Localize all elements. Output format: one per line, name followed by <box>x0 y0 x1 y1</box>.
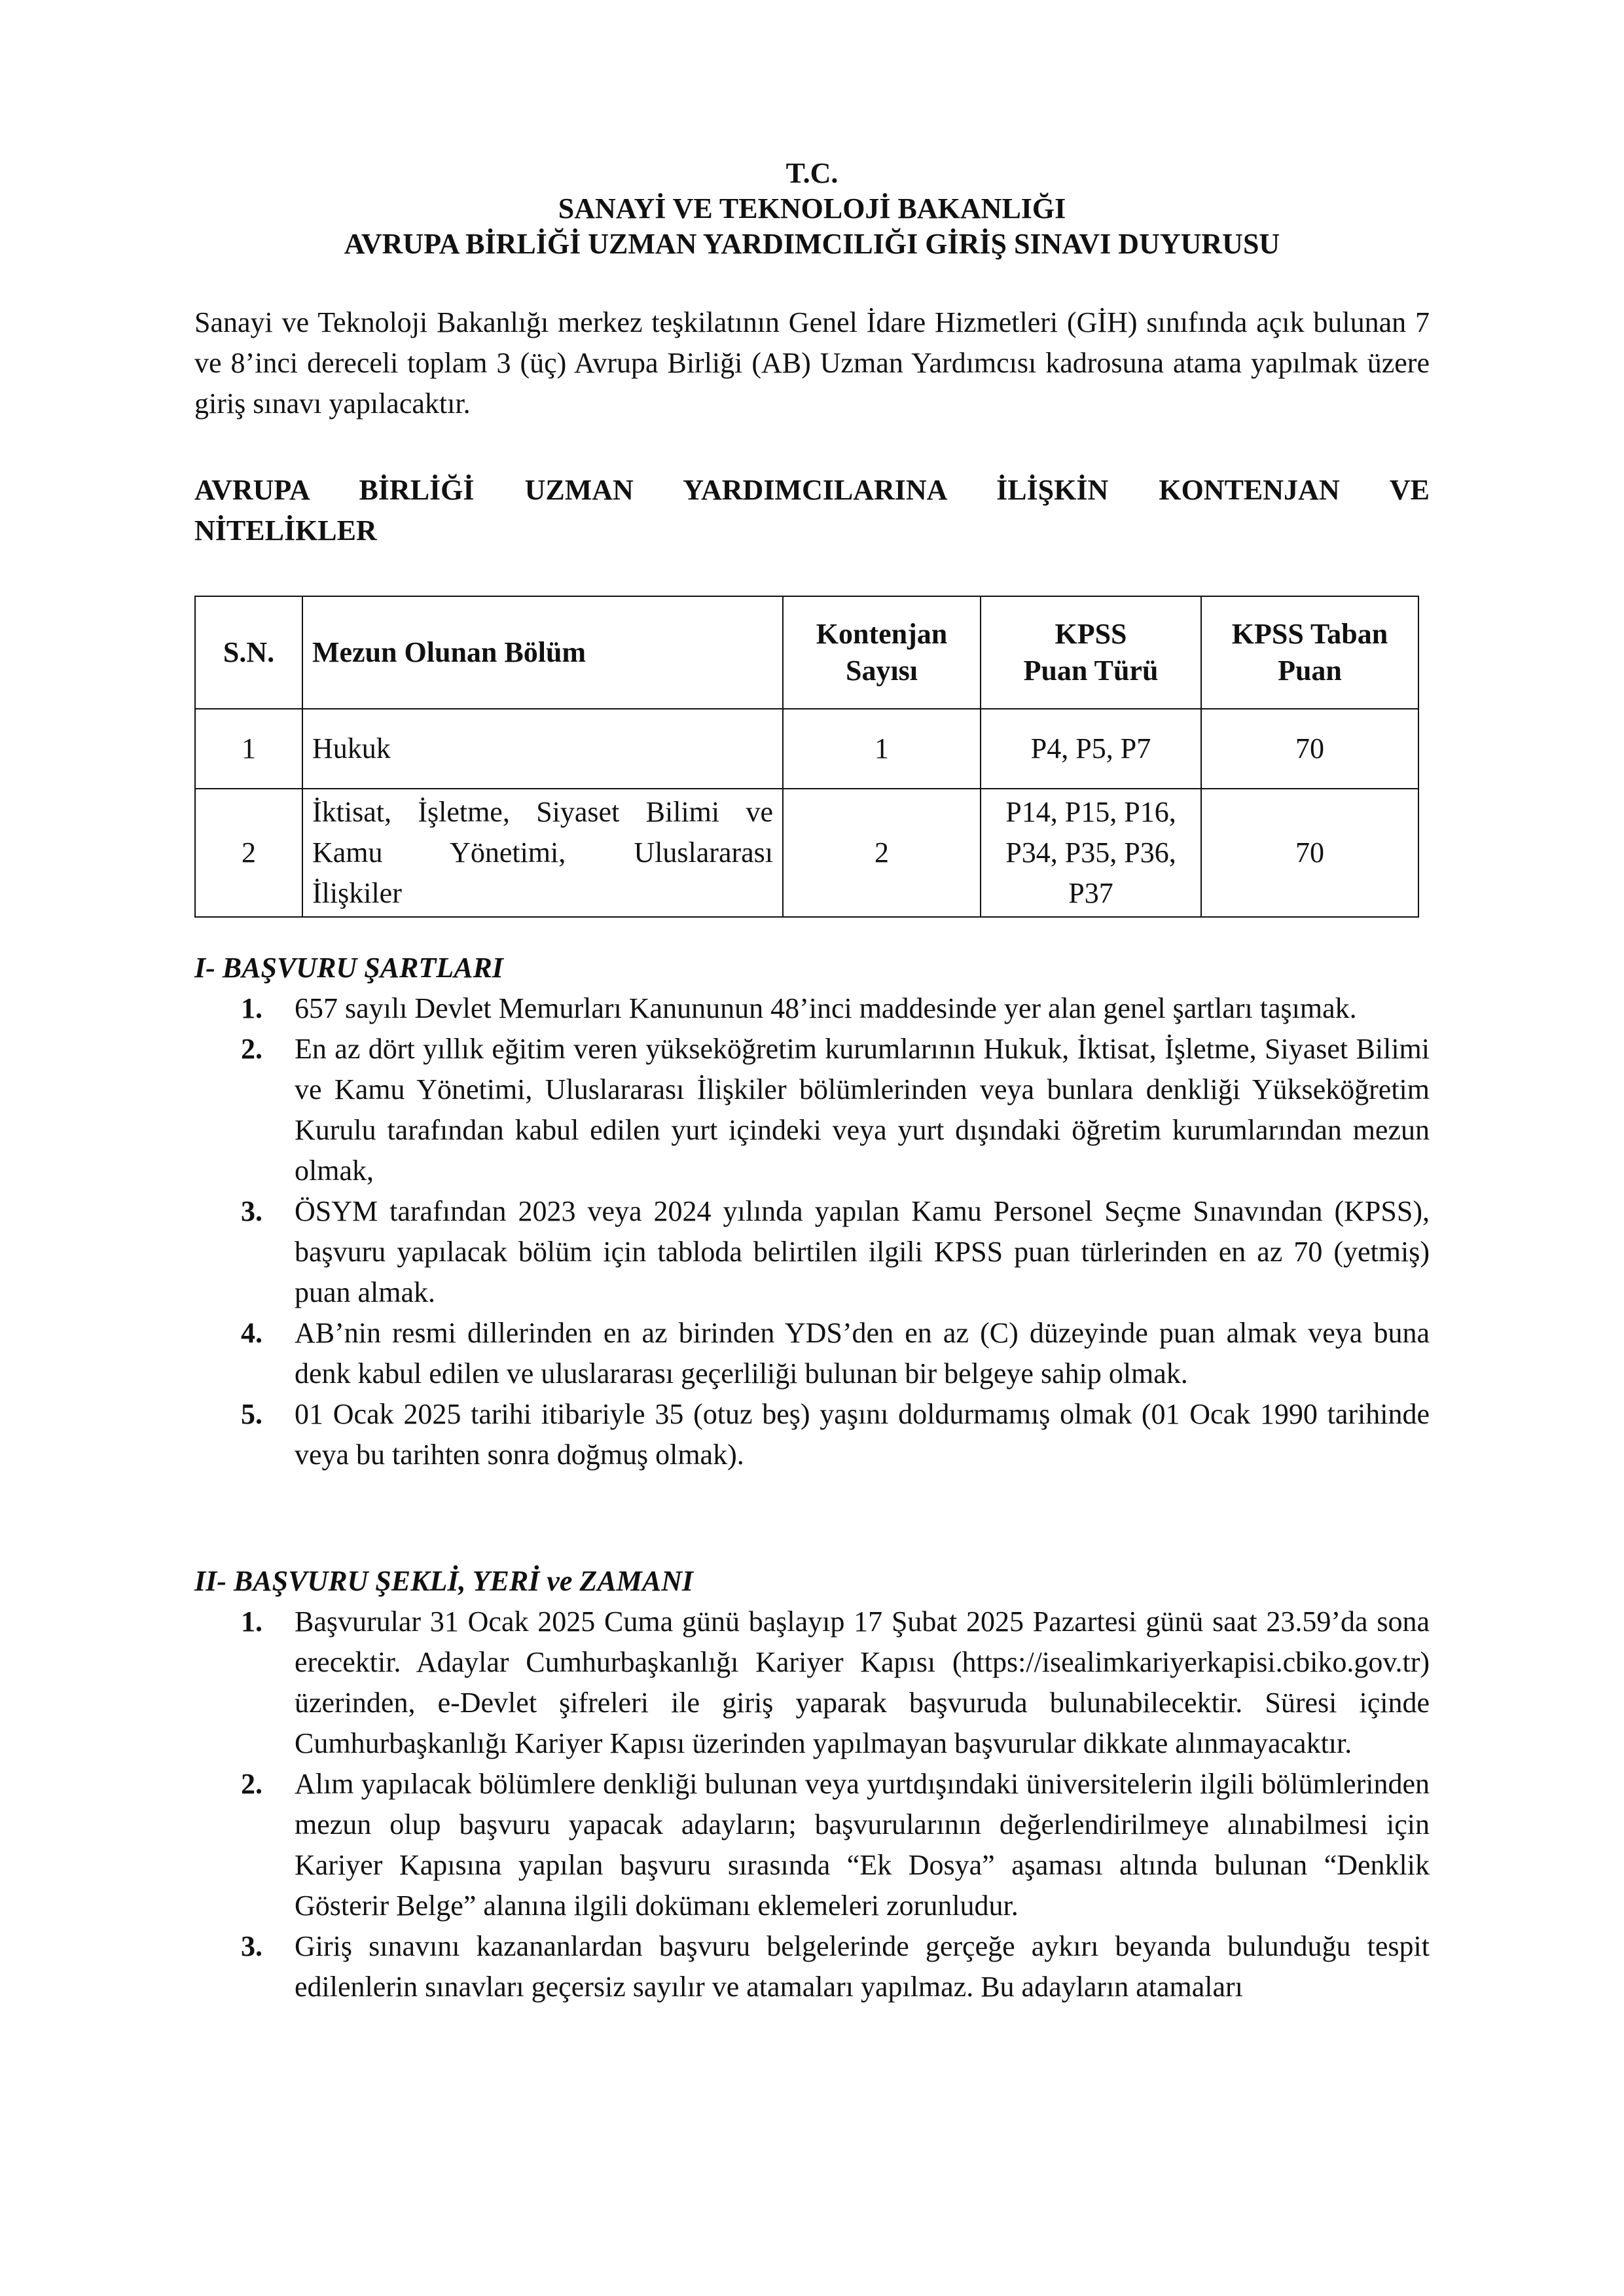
list-item <box>241 988 1430 1029</box>
header-quota-line2: Sayısı <box>845 655 918 687</box>
row2-department-line3: İlişkiler <box>312 877 402 909</box>
header-min-score-line2: Puan <box>1278 655 1342 687</box>
section2-list <box>241 1602 1430 2007</box>
row2-department-line1: İktisat, İşletme, Siyaset Bilimi ve <box>312 796 773 828</box>
item-text: Giriş sınavını kazananlardan başvuru belgelerinde gerçeğe aykırı beyanda bulunduğu tespit edilenlerin sınavları geçersiz sayılır ve atamaları yapılmaz. Bu adayların atamaları <box>295 1930 1430 2003</box>
row1-score-type: P4, P5, P7 <box>981 709 1201 789</box>
row1-min-score: 70 <box>1201 709 1418 789</box>
header-score-type-line1: KPSS <box>1055 618 1127 650</box>
item-number: 2. <box>241 1033 262 1065</box>
item-number: 3. <box>241 1195 262 1227</box>
quota-section-title: AVRUPA BİRLİĞİ UZMAN YARDIMCILARINA İLİŞKİN KONTENJAN VE <box>194 474 1430 506</box>
item-text: AB’nin resmi dillerinden en az birinden YDS’den en az (C) düzeyinde puan almak veya buna denk kabul edilen ve uluslararası geçerliliği bulunan bir belgeye sahip olmak. <box>295 1317 1430 1390</box>
header-quota-line1: Kontenjan <box>816 618 948 650</box>
row2-score-type-line1: P14, P15, P16, <box>1005 796 1176 828</box>
item-number: 1. <box>241 992 262 1024</box>
item-number: 4. <box>241 1317 262 1349</box>
list-item <box>241 1191 1430 1313</box>
item-text: 01 Ocak 2025 tarihi itibariyle 35 (otuz beş) yaşını doldurmamış olmak (01 Ocak 1990 tarihinde veya bu tarihten sonra doğmuş olmak). <box>295 1398 1430 1471</box>
header-score-type-line2: Puan Türü <box>1023 655 1159 687</box>
item-number: 2. <box>241 1768 262 1800</box>
quota-section-title-line2: NİTELİKLER <box>194 514 377 547</box>
list-item <box>241 1394 1430 1475</box>
row2-sn: 2 <box>195 789 302 917</box>
list-item <box>241 1764 1430 1926</box>
item-number: 3. <box>241 1930 262 1962</box>
header-score-type <box>981 596 1201 709</box>
header-ministry: SANAYİ VE TEKNOLOJİ BAKANLIĞI <box>558 192 1066 224</box>
item-text: Alım yapılacak bölümlere denkliği bulunan veya yurtdışındaki üniversitelerin ilgili bölümlerinden mezun olup başvuru yapacak adayların; başvurularının değerlendirilmeye alınabilmesi için Kariyer Kapısına yapılan başvuru sırasında “Ek Dosya” aşaması altında bulunan “Denklik Gösterir Belge” alanına ilgili dokümanı eklemeleri zorunludur. <box>295 1768 1430 1922</box>
document-header <box>0 156 1624 262</box>
table-row <box>195 709 1418 789</box>
row2-score-type-line3: P37 <box>1068 877 1113 909</box>
table-header-row <box>195 596 1418 709</box>
header-announcement-title: AVRUPA BİRLİĞİ UZMAN YARDIMCILIĞI GİRİŞ SINAVI DUYURUSU <box>344 228 1280 260</box>
row1-quota: 1 <box>783 709 981 789</box>
row1-department: Hukuk <box>302 709 783 789</box>
item-number: 1. <box>241 1605 262 1638</box>
header-min-score-line1: KPSS Taban <box>1231 618 1388 650</box>
row1-sn: 1 <box>195 709 302 789</box>
header-sn: S.N. <box>195 596 302 709</box>
list-item <box>241 1926 1430 2007</box>
header-tc: T.C. <box>785 157 839 189</box>
header-department: Mezun Olunan Bölüm <box>302 596 783 709</box>
item-text: Başvurular 31 Ocak 2025 Cuma günü başlayıp 17 Şubat 2025 Pazartesi günü saat 23.59’da sona erecektir. Adaylar Cumhurbaşkanlığı Kariyer Kapısı (https://isealimkariyerkapisi.cbiko.gov.tr) üzerinden, e-Devlet şifreleri ile giriş yaparak başvuruda bulunabilecektir. Süresi içinde Cumhurbaşkanlığı Kariyer Kapısı üzerinden yapılmayan başvurular dikkate alınmayacaktır. <box>295 1605 1430 1759</box>
row2-score-type <box>981 789 1201 917</box>
header-quota <box>783 596 981 709</box>
section2-heading: II- BAŞVURU ŞEKLİ, YERİ ve ZAMANI <box>194 1565 694 1597</box>
row2-department-line2: Kamu Yönetimi, Uluslararası <box>312 836 773 869</box>
header-min-score <box>1201 596 1418 709</box>
row2-score-type-line2: P34, P35, P36, <box>1005 836 1176 869</box>
item-text: ÖSYM tarafından 2023 veya 2024 yılında yapılan Kamu Personel Seçme Sınavından (KPSS), başvuru yapılacak bölüm için tabloda belirtilen ilgili KPSS puan türlerinden en az 70 (yetmiş) puan almak. <box>295 1195 1430 1308</box>
list-item <box>241 1602 1430 1764</box>
row2-quota: 2 <box>783 789 981 917</box>
item-text: 657 sayılı Devlet Memurları Kanununun 48’inci maddesinde yer alan genel şartları taşımak. <box>295 992 1357 1024</box>
row2-department <box>302 789 783 917</box>
item-text: En az dört yıllık eğitim veren yükseköğretim kurumlarının Hukuk, İktisat, İşletme, Siyaset Bilimi ve Kamu Yönetimi, Uluslararası İlişkiler bölümlerinden veya bunlara denkliği Yükseköğretim Kurulu tarafından kabul edilen yurt içindeki veya yurt dışındaki öğretim kurumlarından mezun olmak, <box>295 1033 1430 1187</box>
section1-list <box>241 988 1430 1475</box>
intro-paragraph: Sanayi ve Teknoloji Bakanlığı merkez teşkilatının Genel İdare Hizmetleri (GİH) sınıfında açık bulunan 7 ve 8’inci dereceli toplam 3 (üç) Avrupa Birliği (AB) Uzman Yardımcısı kadrosuna atama yapılmak üzere giriş sınavı yapılacaktır. <box>194 306 1430 420</box>
list-item <box>241 1029 1430 1191</box>
item-number: 5. <box>241 1398 262 1430</box>
list-item <box>241 1313 1430 1394</box>
table-row <box>195 789 1418 917</box>
section1-heading: I- BAŞVURU ŞARTLARI <box>194 952 503 984</box>
quota-table <box>194 596 1419 918</box>
row2-min-score: 70 <box>1201 789 1418 917</box>
